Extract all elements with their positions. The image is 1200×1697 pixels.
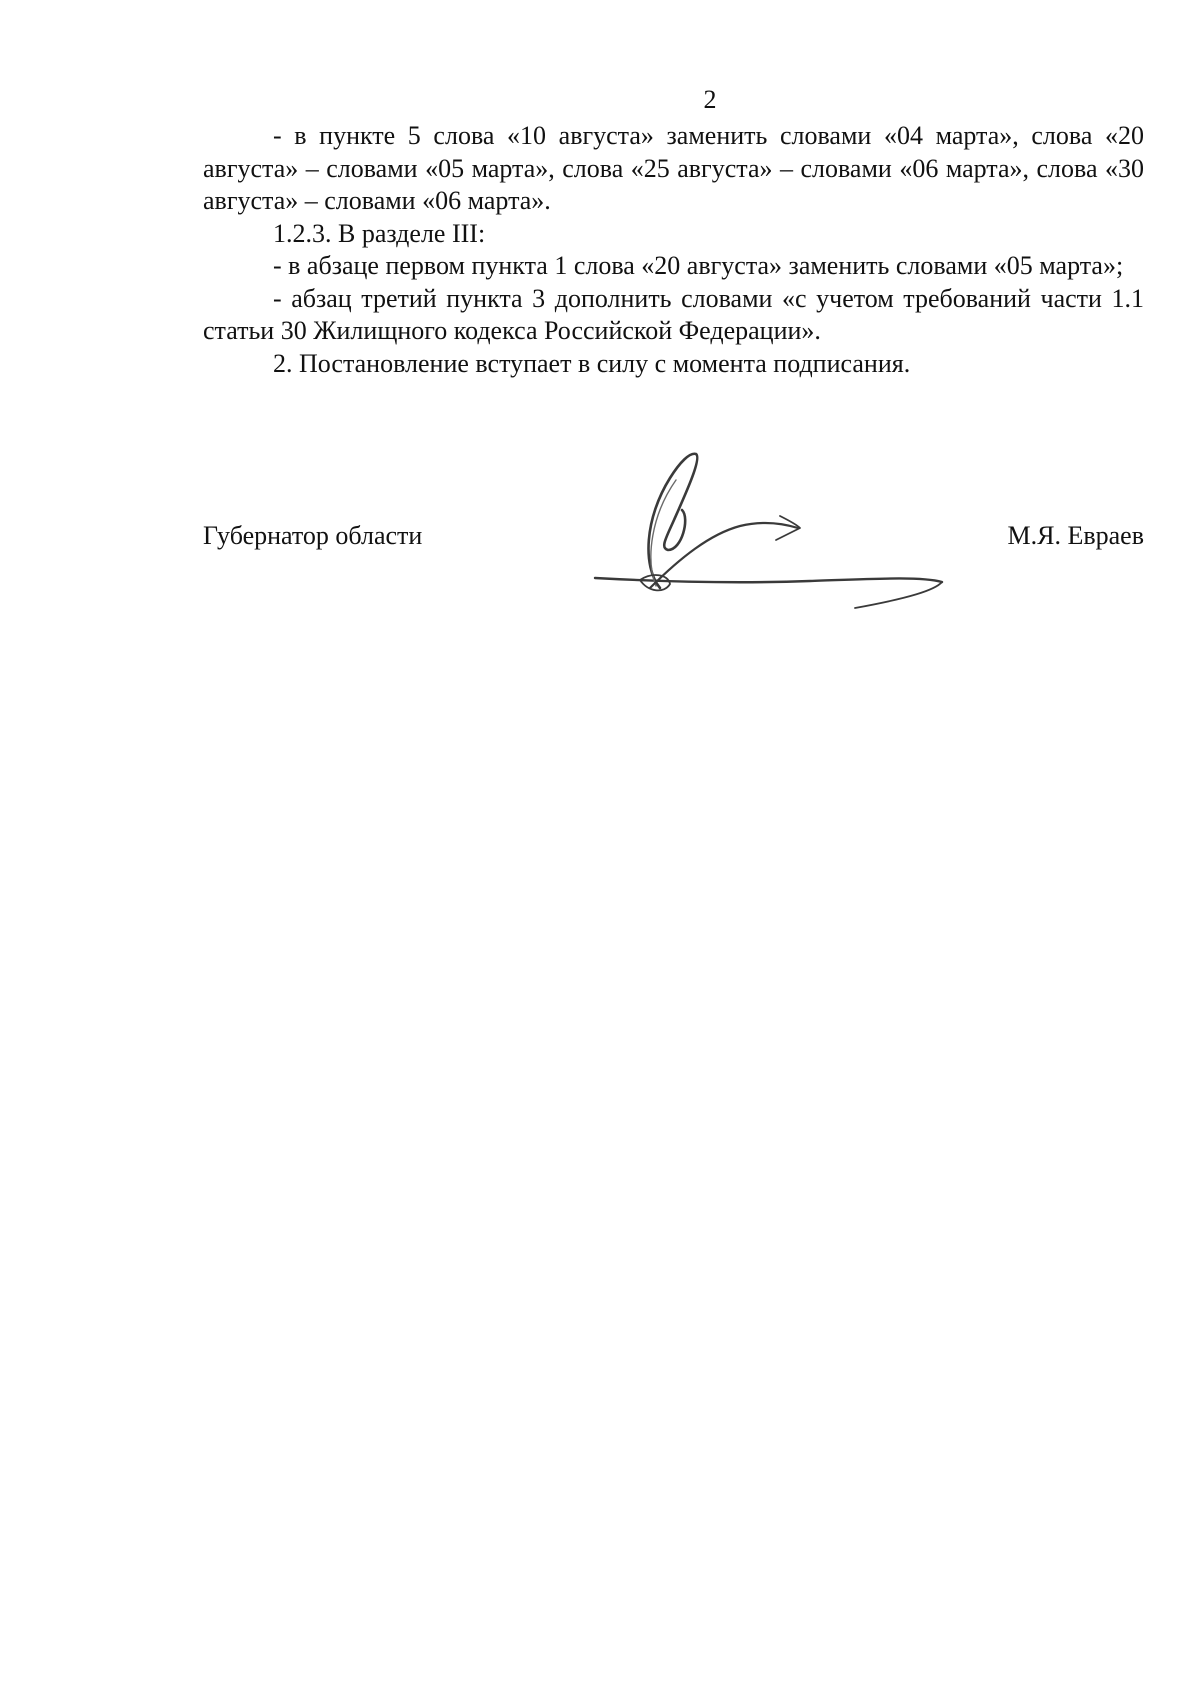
paragraph-amendment-point-5: - в пункте 5 слова «10 августа» заменить словами «04 марта», слова «20 августа» – словами «05 марта», слова «25 августа» – словами «06 марта», слова «30 августа» – словами «06 марта». [203,121,1144,215]
document-body [203,120,1144,380]
paragraph-amendment-point-3: - абзац третий пункта 3 дополнить словами «с учетом требований части 1.1 статьи 30 Жилищного кодекса Российской Федерации». [203,283,1144,345]
signer-name: М.Я. Евраев [1007,521,1144,550]
paragraph-section-heading: 1.2.3. В разделе III: [273,218,486,248]
signer-title: Губернатор области [203,521,423,550]
paragraph-effective-date: 2. Постановление вступает в силу с момента подписания. [273,348,911,378]
page-number: 2 [703,85,717,114]
handwritten-signature-icon [590,448,970,618]
paragraph-amendment-point-1: - в абзаце первом пункта 1 слова «20 августа» заменить словами «05 марта»; [273,251,1124,280]
